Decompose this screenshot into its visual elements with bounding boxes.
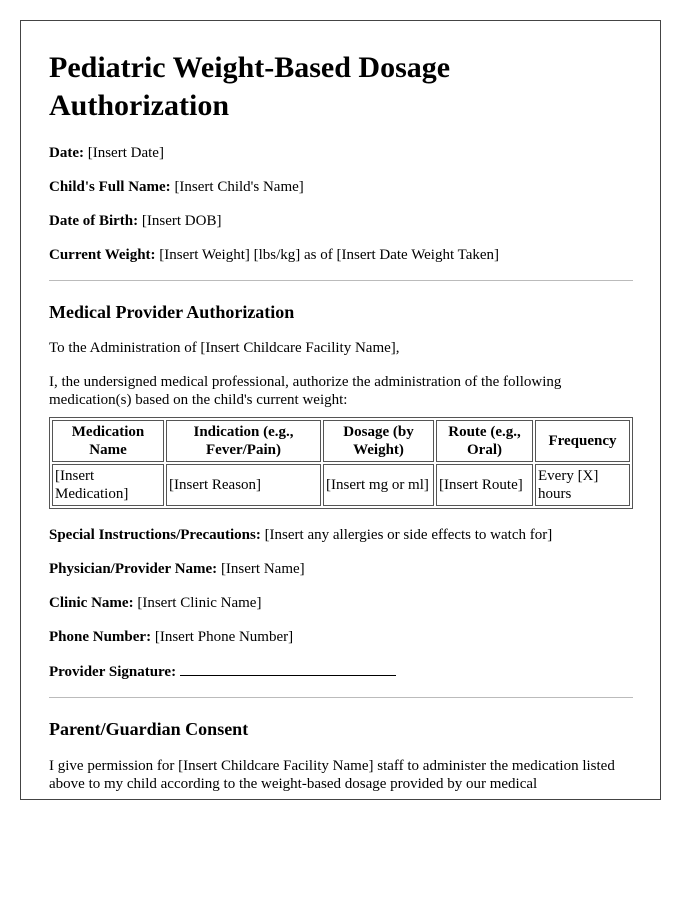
section-divider (49, 280, 633, 281)
physician-name-value: [Insert Name] (220, 561, 305, 577)
dob-label: Date of Birth: (49, 213, 139, 229)
child-name-field (49, 177, 633, 197)
dob-field (49, 211, 633, 231)
weight-value: [Insert Weight] [lbs/kg] as of [Insert Date Weight Taken] (159, 247, 500, 263)
header-dosage: Dosage (by Weight) (323, 420, 434, 462)
document-page (20, 20, 661, 800)
clinic-name-label: Clinic Name: (49, 595, 134, 611)
signature-line[interactable] (180, 661, 396, 676)
table-header-row (52, 420, 630, 462)
child-name-label: Child's Full Name: (49, 179, 171, 195)
provider-signature-label: Provider Signature: (49, 664, 177, 680)
special-instructions-value: [Insert any allergies or side effects to watch for] (264, 527, 553, 543)
document-title: Pediatric Weight-Based Dosage Authorization (49, 51, 451, 122)
header-frequency: Frequency (535, 420, 630, 462)
cell-dosage: [Insert mg or ml] (323, 464, 434, 506)
weight-label: Current Weight: (49, 247, 156, 263)
date-value: [Insert Date] (87, 145, 164, 161)
table-row (52, 464, 630, 506)
header-indication: Indication (e.g., Fever/Pain) (166, 420, 321, 462)
authorization-intro-text: I, the undersigned medical professional, authorize the administration of the following medication(s) based on the child's current weight: (49, 374, 562, 408)
salutation-text: To the Administration of [Insert Childcare Facility Name], (49, 340, 400, 356)
date-label: Date: (49, 145, 84, 161)
child-name-value: [Insert Child's Name] (174, 179, 304, 195)
clinic-name-value: [Insert Clinic Name] (137, 595, 262, 611)
medication-table (49, 417, 633, 509)
consent-section-heading: Parent/Guardian Consent (49, 719, 249, 739)
physician-name-label: Physician/Provider Name: (49, 561, 218, 577)
provider-signature-field (49, 661, 633, 682)
weight-field (49, 245, 633, 265)
phone-number-field (49, 627, 633, 647)
cell-route: [Insert Route] (436, 464, 533, 506)
dob-value: [Insert DOB] (141, 213, 222, 229)
document-content (49, 21, 633, 793)
consent-text: I give permission for [Insert Childcare Facility Name] staff to administer the medication listed above to my child according to the weight-based dosage provided by our medical (49, 758, 615, 792)
phone-number-label: Phone Number: (49, 629, 152, 645)
section-divider (49, 697, 633, 698)
header-route: Route (e.g., Oral) (436, 420, 533, 462)
date-field (49, 143, 633, 163)
special-instructions-label: Special Instructions/Precautions: (49, 527, 261, 543)
header-medication-name: Medication Name (52, 420, 164, 462)
phone-number-value: [Insert Phone Number] (154, 629, 294, 645)
provider-section-heading: Medical Provider Authorization (49, 302, 295, 322)
cell-frequency: Every [X] hours (535, 464, 630, 506)
physician-name-field (49, 559, 633, 579)
cell-medication: [Insert Medication] (52, 464, 164, 506)
special-instructions-field (49, 525, 633, 545)
cell-indication: [Insert Reason] (166, 464, 321, 506)
clinic-name-field (49, 593, 633, 613)
